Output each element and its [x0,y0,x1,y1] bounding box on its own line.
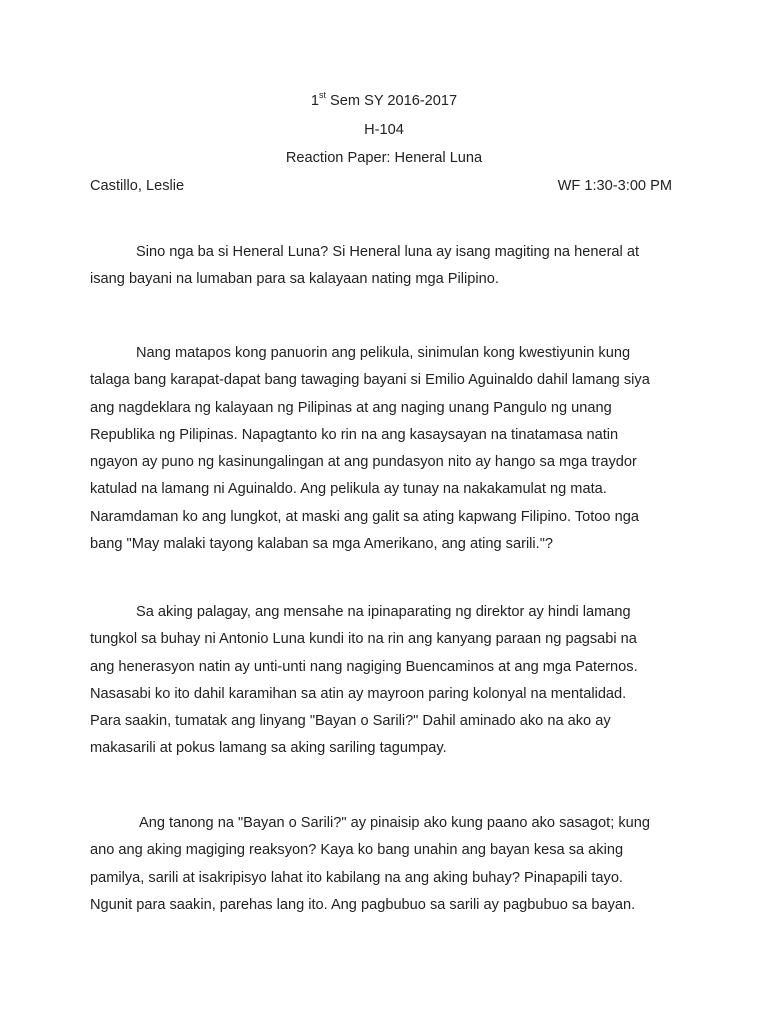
paragraph-line: Sino nga ba si Heneral Luna? Si Heneral luna ay isang magiting na heneral at [136,244,640,260]
author-name: Castillo, Leslie [90,178,185,194]
paragraph-3 [90,599,675,763]
paragraph-line: bang "May malaki tayong kalaban sa mga Amerikano, ang ating sarili."? [90,536,554,553]
paragraph-line: katulad na lamang ni Aguinaldo. Ang pelikula ay tunay na nakakamulat ng mata. [90,481,607,498]
paragraph-line: ngayon ay puno ng kasinungalingan at ang pundasyon nito ay hango sa mga traydor [90,454,637,471]
class-schedule: WF 1:30-3:00 PM [557,178,672,194]
paragraph-line: ang henerasyon natin ay unti-unti nang nagiging Buencaminos at ang mga Paternos. [90,658,638,675]
paragraph-4 [90,810,675,919]
paragraph-line: makasarili at pokus lamang sa aking sariling tagumpay. [90,740,447,757]
paragraph-line: Nang matapos kong panuorin ang pelikula, sinimulan kong kwestiyunin kung [136,345,631,361]
semester-ordinal-suffix: st [318,90,326,101]
paper-title: Reaction Paper: Heneral Luna [285,150,483,166]
semester-number: 1 [310,93,319,109]
paragraph-line: ano ang aking magiging reaksyon? Kaya ko bang unahin ang bayan kesa sa aking [90,842,624,859]
paragraph-line: Ang tanong na "Bayan o Sarili?" ay pinaisip ako kung paano ako sasagot; kung [139,815,650,831]
paragraph-line: ang nagdeklara ng kalayaan ng Pilipinas at ang naging unang Pangulo ng unang [90,399,612,416]
paragraph-line: Ngunit para saakin, parehas lang ito. Ang pagbubuo sa sarili ay pagbubuo sa bayan. [90,896,636,913]
paragraph-line: talaga bang karapat-dapat bang tawaging bayani si Emilio Aguinaldo dahil lamang siya [90,372,650,389]
semester-school-year: Sem SY 2016-2017 [325,93,458,109]
paragraph-line: isang bayani na lumaban para sa kalayaan nating mga Pilipino. [90,271,499,288]
paragraph-line: Nasasabi ko ito dahil karamihan sa atin ay mayroon paring kolonyal na mentalidad. [90,685,627,702]
paragraph-line: Naramdaman ko ang lungkot, at maski ang galit sa ating kapwang Filipino. Totoo nga [90,508,639,525]
paragraph-line: pamilya, sarili at isakripisyo lahat ito kabilang na ang aking buhay? Pinapapili tayo. [90,869,623,886]
paragraph-line: Sa aking palagay, ang mensahe na ipinaparating ng direktor ay hindi lamang [136,604,631,620]
semester-line [0,90,768,109]
paragraph-line: Para saakin, tumatak ang linyang "Bayan o Sarili?" Dahil aminado ako na ako ay [90,713,611,730]
paragraph-line: tungkol sa buhay ni Antonio Luna kundi ito na rin ang kanyang paraan ng pagsabi na [90,631,637,648]
paragraph-2 [90,340,675,558]
paragraph-1 [90,239,675,294]
paragraph-line: Republika ng Pilipinas. Napagtanto ko rin na ang kasaysayan na tinatamasa natin [90,426,619,443]
room-code: H-104 [364,122,404,138]
